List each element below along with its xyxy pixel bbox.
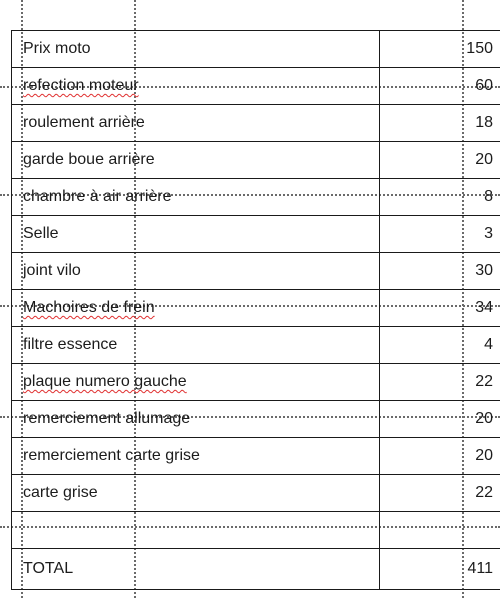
row-label[interactable] — [12, 68, 380, 105]
row-label[interactable]: Prix moto — [12, 31, 380, 68]
table-row-empty — [12, 512, 500, 549]
row-value[interactable]: 150 — [380, 31, 500, 68]
row-value[interactable]: 20 — [380, 438, 500, 475]
total-label[interactable]: TOTAL — [12, 549, 380, 590]
total-value[interactable]: 411 — [380, 549, 500, 590]
row-value[interactable]: 20 — [380, 401, 500, 438]
table-row — [12, 364, 500, 401]
row-label[interactable]: remerciement allumage — [12, 401, 380, 438]
row-label[interactable]: filtre essence — [12, 327, 380, 364]
total-row — [12, 549, 500, 590]
row-label[interactable] — [12, 364, 380, 401]
row-label-text: refection moteur — [23, 77, 139, 94]
table-row — [12, 438, 500, 475]
row-value[interactable]: 34 — [380, 290, 500, 327]
row-label[interactable]: carte grise — [12, 475, 380, 512]
table-row — [12, 401, 500, 438]
table-row — [12, 142, 500, 179]
row-value[interactable]: 18 — [380, 105, 500, 142]
table-row — [12, 68, 500, 105]
row-label[interactable]: chambre à air arrière — [12, 179, 380, 216]
table-row — [12, 253, 500, 290]
row-value[interactable]: 22 — [380, 475, 500, 512]
cost-table — [11, 30, 500, 590]
row-label[interactable] — [12, 290, 380, 327]
row-label[interactable]: Selle — [12, 216, 380, 253]
row-value[interactable]: 60 — [380, 68, 500, 105]
row-label[interactable]: joint vilo — [12, 253, 380, 290]
row-label-text: Machoires de frein — [23, 299, 155, 316]
row-value[interactable]: 3 — [380, 216, 500, 253]
empty-cell[interactable] — [12, 512, 380, 549]
row-value[interactable]: 20 — [380, 142, 500, 179]
empty-cell[interactable] — [380, 512, 500, 549]
row-value[interactable]: 22 — [380, 364, 500, 401]
table-row — [12, 105, 500, 142]
table-row — [12, 216, 500, 253]
table-row — [12, 290, 500, 327]
table-row — [12, 327, 500, 364]
row-label[interactable]: roulement arrière — [12, 105, 380, 142]
table-row — [12, 179, 500, 216]
row-value[interactable]: 8 — [380, 179, 500, 216]
row-label[interactable]: garde boue arrière — [12, 142, 380, 179]
row-value[interactable]: 30 — [380, 253, 500, 290]
row-value[interactable]: 4 — [380, 327, 500, 364]
row-label[interactable]: remerciement carte grise — [12, 438, 380, 475]
table-row — [12, 475, 500, 512]
row-label-text: plaque numero gauche — [23, 373, 187, 390]
table-row — [12, 31, 500, 68]
